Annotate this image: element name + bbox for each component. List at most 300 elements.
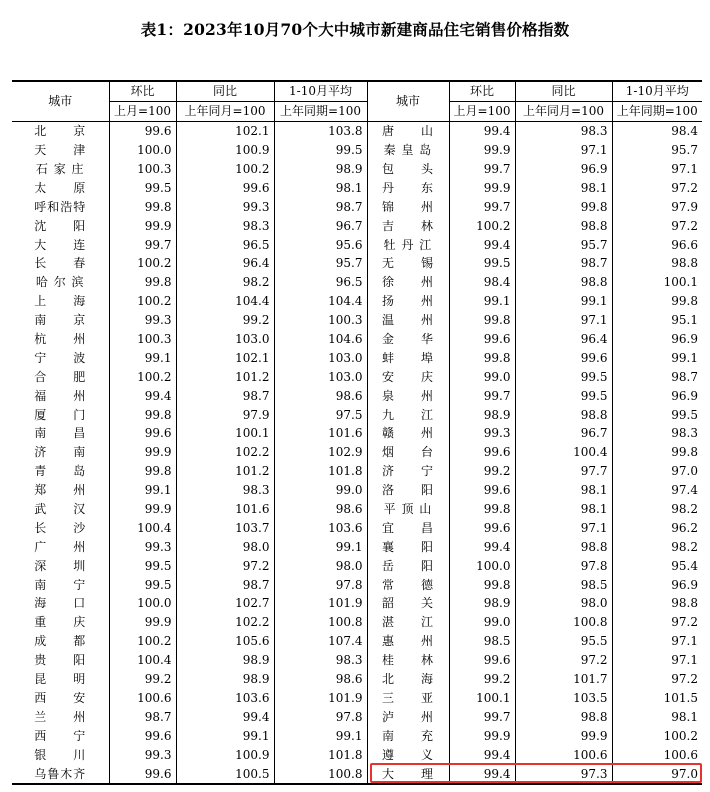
city-cell: 天 津 bbox=[12, 141, 109, 160]
mom-cell: 99.8 bbox=[109, 405, 176, 424]
city-cell: 哈 尔 滨 bbox=[12, 273, 109, 292]
mom-cell: 100.4 bbox=[109, 651, 176, 670]
city-cell: 九 江 bbox=[367, 405, 449, 424]
city-cell: 南 昌 bbox=[12, 424, 109, 443]
header-yoy-base-left: 上年同月=100 bbox=[176, 101, 274, 121]
city-cell: 常 德 bbox=[367, 575, 449, 594]
avg-cell: 96.5 bbox=[274, 273, 367, 292]
header-city-right: 城市 bbox=[367, 81, 449, 121]
mom-cell: 100.2 bbox=[449, 216, 515, 235]
mom-cell: 99.9 bbox=[449, 141, 515, 160]
table-row bbox=[12, 235, 702, 254]
mom-cell: 99.7 bbox=[449, 197, 515, 216]
table-row bbox=[12, 386, 702, 405]
yoy-cell: 95.7 bbox=[515, 235, 612, 254]
city-cell: 洛 阳 bbox=[367, 481, 449, 500]
table-row bbox=[12, 764, 702, 784]
city-cell: 三 亚 bbox=[367, 689, 449, 708]
mom-cell: 99.9 bbox=[109, 613, 176, 632]
avg-cell: 97.0 bbox=[671, 464, 698, 479]
mom-cell: 100.6 bbox=[109, 689, 176, 708]
yoy-cell: 102.2 bbox=[176, 613, 274, 632]
table-row bbox=[12, 367, 702, 386]
mom-cell: 99.8 bbox=[449, 500, 515, 519]
city-cell: 济 南 bbox=[12, 443, 109, 462]
yoy-cell: 98.0 bbox=[176, 537, 274, 556]
city-cell: 大 连 bbox=[12, 235, 109, 254]
yoy-cell: 100.6 bbox=[515, 745, 612, 764]
mom-cell: 99.6 bbox=[109, 121, 176, 140]
avg-cell: 97.1 bbox=[671, 653, 698, 668]
avg-cell: 98.6 bbox=[274, 386, 367, 405]
city-cell: 大 理 bbox=[367, 764, 449, 784]
city-cell: 烟 台 bbox=[367, 443, 449, 462]
yoy-cell: 103.5 bbox=[515, 689, 612, 708]
table-row bbox=[12, 443, 702, 462]
city-cell: 金 华 bbox=[367, 330, 449, 349]
mom-cell: 99.6 bbox=[449, 518, 515, 537]
avg-cell: 100.6 bbox=[663, 747, 698, 762]
yoy-cell: 99.9 bbox=[515, 726, 612, 745]
table-row bbox=[12, 462, 702, 481]
yoy-cell: 104.4 bbox=[176, 292, 274, 311]
city-cell: 厦 门 bbox=[12, 405, 109, 424]
city-cell: 北 海 bbox=[367, 670, 449, 689]
avg-cell: 98.4 bbox=[671, 124, 698, 139]
yoy-cell: 98.5 bbox=[515, 575, 612, 594]
avg-cell: 104.6 bbox=[274, 330, 367, 349]
table-row bbox=[12, 311, 702, 330]
avg-cell: 97.0 bbox=[612, 764, 702, 784]
avg-cell: 101.9 bbox=[274, 594, 367, 613]
yoy-cell: 100.5 bbox=[176, 764, 274, 784]
city-cell: 韶 关 bbox=[367, 594, 449, 613]
yoy-cell: 98.8 bbox=[515, 707, 612, 726]
city-cell: 太 原 bbox=[12, 178, 109, 197]
avg-cell: 96.2 bbox=[671, 520, 698, 535]
yoy-cell: 98.1 bbox=[515, 481, 612, 500]
city-cell: 秦 皇 岛 bbox=[367, 141, 449, 160]
yoy-cell: 97.3 bbox=[515, 764, 612, 784]
yoy-cell: 96.4 bbox=[176, 254, 274, 273]
city-cell: 扬 州 bbox=[367, 292, 449, 311]
table-row bbox=[12, 348, 702, 367]
city-cell: 蚌 埠 bbox=[367, 348, 449, 367]
yoy-cell: 100.9 bbox=[176, 745, 274, 764]
mom-cell: 100.3 bbox=[109, 160, 176, 179]
avg-cell: 101.6 bbox=[274, 424, 367, 443]
yoy-cell: 101.7 bbox=[515, 670, 612, 689]
city-cell: 桂 林 bbox=[367, 651, 449, 670]
table-row bbox=[12, 481, 702, 500]
avg-cell: 97.5 bbox=[274, 405, 367, 424]
yoy-cell: 102.1 bbox=[176, 121, 274, 140]
header-row-top bbox=[12, 81, 702, 101]
table-row bbox=[12, 556, 702, 575]
city-cell: 吉 林 bbox=[367, 216, 449, 235]
table-row bbox=[12, 707, 702, 726]
avg-cell: 101.8 bbox=[274, 745, 367, 764]
mom-cell: 99.8 bbox=[449, 575, 515, 594]
avg-cell: 97.8 bbox=[274, 707, 367, 726]
header-yoy-right: 同比 bbox=[515, 81, 612, 101]
mom-cell: 100.4 bbox=[109, 518, 176, 537]
mom-cell: 99.4 bbox=[449, 235, 515, 254]
city-cell: 上 海 bbox=[12, 292, 109, 311]
city-cell: 牡 丹 江 bbox=[367, 235, 449, 254]
table-row bbox=[12, 575, 702, 594]
yoy-cell: 102.2 bbox=[176, 443, 274, 462]
mom-cell: 99.5 bbox=[449, 254, 515, 273]
yoy-cell: 97.1 bbox=[515, 311, 612, 330]
yoy-cell: 99.1 bbox=[176, 726, 274, 745]
yoy-cell: 103.7 bbox=[176, 518, 274, 537]
mom-cell: 99.0 bbox=[449, 367, 515, 386]
table-row bbox=[12, 500, 702, 519]
yoy-cell: 99.5 bbox=[515, 367, 612, 386]
mom-cell: 99.3 bbox=[109, 745, 176, 764]
avg-cell: 98.6 bbox=[274, 500, 367, 519]
mom-cell: 99.5 bbox=[109, 556, 176, 575]
mom-cell: 99.6 bbox=[449, 651, 515, 670]
avg-cell: 95.1 bbox=[671, 313, 698, 328]
avg-cell: 97.2 bbox=[671, 180, 698, 195]
avg-cell: 98.2 bbox=[671, 502, 698, 517]
yoy-cell: 103.0 bbox=[176, 330, 274, 349]
mom-cell: 98.9 bbox=[449, 405, 515, 424]
avg-cell: 99.1 bbox=[274, 537, 367, 556]
mom-cell: 100.2 bbox=[109, 367, 176, 386]
city-cell: 襄 阳 bbox=[367, 537, 449, 556]
city-cell: 银 川 bbox=[12, 745, 109, 764]
mom-cell: 99.1 bbox=[109, 481, 176, 500]
mom-cell: 99.9 bbox=[109, 443, 176, 462]
mom-cell: 100.2 bbox=[109, 292, 176, 311]
avg-cell: 98.0 bbox=[274, 556, 367, 575]
avg-cell: 98.3 bbox=[671, 426, 698, 441]
city-cell: 西 安 bbox=[12, 689, 109, 708]
avg-cell: 98.3 bbox=[274, 651, 367, 670]
avg-cell: 100.2 bbox=[663, 728, 698, 743]
city-cell: 重 庆 bbox=[12, 613, 109, 632]
avg-cell: 103.0 bbox=[274, 367, 367, 386]
avg-cell: 98.8 bbox=[671, 256, 698, 271]
mom-cell: 99.9 bbox=[109, 500, 176, 519]
header-mom-right: 环比 bbox=[449, 81, 515, 101]
avg-cell: 99.5 bbox=[671, 407, 698, 422]
yoy-cell: 98.8 bbox=[515, 273, 612, 292]
mom-cell: 100.1 bbox=[449, 689, 515, 708]
city-cell: 惠 州 bbox=[367, 632, 449, 651]
avg-cell: 96.6 bbox=[671, 237, 698, 252]
yoy-cell: 96.5 bbox=[176, 235, 274, 254]
avg-cell: 101.5 bbox=[663, 690, 698, 705]
mom-cell: 99.1 bbox=[449, 292, 515, 311]
table-row bbox=[12, 537, 702, 556]
mom-cell: 99.6 bbox=[109, 424, 176, 443]
mom-cell: 99.4 bbox=[449, 745, 515, 764]
city-cell: 唐 山 bbox=[367, 121, 449, 140]
table-row bbox=[12, 689, 702, 708]
table-row bbox=[12, 651, 702, 670]
city-cell: 武 汉 bbox=[12, 500, 109, 519]
avg-cell: 97.2 bbox=[671, 218, 698, 233]
avg-cell: 98.7 bbox=[274, 197, 367, 216]
city-cell: 兰 州 bbox=[12, 707, 109, 726]
avg-cell: 97.2 bbox=[671, 615, 698, 630]
yoy-cell: 98.7 bbox=[176, 575, 274, 594]
city-cell: 贵 阳 bbox=[12, 651, 109, 670]
city-cell: 丹 东 bbox=[367, 178, 449, 197]
mom-cell: 100.2 bbox=[109, 254, 176, 273]
avg-cell: 98.1 bbox=[671, 709, 698, 724]
yoy-cell: 99.1 bbox=[515, 292, 612, 311]
table-row bbox=[12, 160, 702, 179]
yoy-cell: 100.9 bbox=[176, 141, 274, 160]
yoy-cell: 98.0 bbox=[515, 594, 612, 613]
avg-cell: 95.6 bbox=[274, 235, 367, 254]
mom-cell: 99.2 bbox=[449, 670, 515, 689]
table-row bbox=[12, 424, 702, 443]
table-row bbox=[12, 594, 702, 613]
table-row bbox=[12, 726, 702, 745]
mom-cell: 99.8 bbox=[449, 311, 515, 330]
mom-cell: 99.6 bbox=[449, 443, 515, 462]
header-yoy-base-right: 上年同月=100 bbox=[515, 101, 612, 121]
yoy-cell: 97.1 bbox=[515, 518, 612, 537]
table-row bbox=[12, 632, 702, 651]
city-cell: 石 家 庄 bbox=[12, 160, 109, 179]
avg-cell: 103.0 bbox=[274, 348, 367, 367]
city-cell: 锦 州 bbox=[367, 197, 449, 216]
yoy-cell: 99.6 bbox=[515, 348, 612, 367]
yoy-cell: 102.1 bbox=[176, 348, 274, 367]
table-row bbox=[12, 292, 702, 311]
mom-cell: 99.0 bbox=[449, 613, 515, 632]
city-cell: 合 肥 bbox=[12, 367, 109, 386]
yoy-cell: 96.7 bbox=[515, 424, 612, 443]
city-cell: 广 州 bbox=[12, 537, 109, 556]
mom-cell: 99.4 bbox=[449, 537, 515, 556]
mom-cell: 98.7 bbox=[109, 707, 176, 726]
table-row bbox=[12, 330, 702, 349]
yoy-cell: 99.8 bbox=[515, 197, 612, 216]
city-cell: 沈 阳 bbox=[12, 216, 109, 235]
header-row-base bbox=[12, 101, 702, 121]
mom-cell: 99.1 bbox=[109, 348, 176, 367]
header-avg-base-left: 上年同期=100 bbox=[274, 101, 367, 121]
yoy-cell: 100.8 bbox=[515, 613, 612, 632]
mom-cell: 99.3 bbox=[109, 311, 176, 330]
mom-cell: 99.3 bbox=[109, 537, 176, 556]
mom-cell: 99.6 bbox=[449, 481, 515, 500]
table-row bbox=[12, 273, 702, 292]
city-cell: 乌鲁木齐 bbox=[12, 764, 109, 784]
yoy-cell: 101.2 bbox=[176, 367, 274, 386]
yoy-cell: 103.6 bbox=[176, 689, 274, 708]
mom-cell: 100.3 bbox=[109, 330, 176, 349]
yoy-cell: 97.1 bbox=[515, 141, 612, 160]
price-index-table bbox=[12, 80, 702, 785]
city-cell: 青 岛 bbox=[12, 462, 109, 481]
city-cell: 南 宁 bbox=[12, 575, 109, 594]
table-row bbox=[12, 670, 702, 689]
yoy-cell: 101.2 bbox=[176, 462, 274, 481]
avg-cell: 98.2 bbox=[671, 539, 698, 554]
table-row bbox=[12, 745, 702, 764]
mom-cell: 98.9 bbox=[449, 594, 515, 613]
city-cell: 无 锡 bbox=[367, 254, 449, 273]
yoy-cell: 98.9 bbox=[176, 670, 274, 689]
yoy-cell: 97.7 bbox=[515, 462, 612, 481]
mom-cell: 99.7 bbox=[449, 386, 515, 405]
avg-cell: 98.9 bbox=[274, 160, 367, 179]
yoy-cell: 98.8 bbox=[515, 216, 612, 235]
city-cell: 长 沙 bbox=[12, 518, 109, 537]
city-cell: 深 圳 bbox=[12, 556, 109, 575]
city-cell: 郑 州 bbox=[12, 481, 109, 500]
mom-cell: 99.7 bbox=[449, 707, 515, 726]
mom-cell: 99.5 bbox=[109, 575, 176, 594]
avg-cell: 100.1 bbox=[663, 275, 698, 290]
city-cell: 北 京 bbox=[12, 121, 109, 140]
city-cell: 西 宁 bbox=[12, 726, 109, 745]
avg-cell: 95.7 bbox=[274, 254, 367, 273]
mom-cell: 100.0 bbox=[109, 594, 176, 613]
avg-cell: 96.9 bbox=[671, 577, 698, 592]
mom-cell: 99.2 bbox=[449, 462, 515, 481]
yoy-cell: 105.6 bbox=[176, 632, 274, 651]
header-city-left: 城市 bbox=[12, 81, 109, 121]
yoy-cell: 97.2 bbox=[515, 651, 612, 670]
city-cell: 昆 明 bbox=[12, 670, 109, 689]
header-avg-right: 1-10月平均 bbox=[612, 81, 702, 101]
mom-cell: 99.8 bbox=[449, 348, 515, 367]
city-cell: 呼和浩特 bbox=[12, 197, 109, 216]
yoy-cell: 98.8 bbox=[515, 405, 612, 424]
avg-cell: 104.4 bbox=[274, 292, 367, 311]
yoy-cell: 98.8 bbox=[515, 537, 612, 556]
table-row bbox=[12, 178, 702, 197]
city-cell: 徐 州 bbox=[367, 273, 449, 292]
table-row bbox=[12, 141, 702, 160]
city-cell: 赣 州 bbox=[367, 424, 449, 443]
header-mom-left: 环比 bbox=[109, 81, 176, 101]
avg-cell: 96.7 bbox=[274, 216, 367, 235]
yoy-cell: 99.2 bbox=[176, 311, 274, 330]
yoy-cell: 100.2 bbox=[176, 160, 274, 179]
yoy-cell: 97.9 bbox=[176, 405, 274, 424]
mom-cell: 99.2 bbox=[109, 670, 176, 689]
avg-cell: 102.9 bbox=[274, 443, 367, 462]
avg-cell: 99.5 bbox=[274, 141, 367, 160]
avg-cell: 101.8 bbox=[274, 462, 367, 481]
yoy-cell: 96.9 bbox=[515, 160, 612, 179]
city-cell: 湛 江 bbox=[367, 613, 449, 632]
avg-cell: 99.1 bbox=[671, 350, 698, 365]
avg-cell: 97.9 bbox=[671, 199, 698, 214]
avg-cell: 97.8 bbox=[274, 575, 367, 594]
avg-cell: 107.4 bbox=[274, 632, 367, 651]
yoy-cell: 98.7 bbox=[515, 254, 612, 273]
avg-cell: 96.9 bbox=[671, 332, 698, 347]
avg-cell: 98.1 bbox=[274, 178, 367, 197]
avg-cell: 97.2 bbox=[671, 672, 698, 687]
header-mom-base-left: 上月=100 bbox=[109, 101, 176, 121]
city-cell: 安 庆 bbox=[367, 367, 449, 386]
table-row bbox=[12, 216, 702, 235]
table-title: 表1：2023年10月70个大中城市新建商品住宅销售价格指数 bbox=[140, 20, 570, 39]
mom-cell: 98.5 bbox=[449, 632, 515, 651]
mom-cell: 98.4 bbox=[449, 273, 515, 292]
table-row bbox=[12, 197, 702, 216]
city-cell: 遵 义 bbox=[367, 745, 449, 764]
city-cell: 泉 州 bbox=[367, 386, 449, 405]
yoy-cell: 99.6 bbox=[176, 178, 274, 197]
avg-cell: 97.1 bbox=[671, 162, 698, 176]
avg-cell: 99.8 bbox=[671, 445, 698, 460]
header-avg-base-right: 上年同期=100 bbox=[612, 101, 702, 121]
avg-cell: 96.9 bbox=[671, 388, 698, 403]
mom-cell: 99.4 bbox=[109, 386, 176, 405]
yoy-cell: 97.8 bbox=[515, 556, 612, 575]
avg-cell: 99.1 bbox=[274, 726, 367, 745]
mom-cell: 99.4 bbox=[449, 764, 515, 784]
mom-cell: 99.8 bbox=[109, 197, 176, 216]
city-cell: 宜 昌 bbox=[367, 518, 449, 537]
yoy-cell: 98.3 bbox=[515, 121, 612, 140]
city-cell: 海 口 bbox=[12, 594, 109, 613]
yoy-cell: 99.5 bbox=[515, 386, 612, 405]
yoy-cell: 98.9 bbox=[176, 651, 274, 670]
yoy-cell: 101.6 bbox=[176, 500, 274, 519]
avg-cell: 97.1 bbox=[671, 634, 698, 649]
mom-cell: 99.8 bbox=[109, 273, 176, 292]
table-row bbox=[12, 254, 702, 273]
avg-cell: 98.7 bbox=[671, 369, 698, 384]
header-mom-base-right: 上月=100 bbox=[449, 101, 515, 121]
mom-cell: 100.2 bbox=[109, 632, 176, 651]
avg-cell: 98.6 bbox=[274, 670, 367, 689]
mom-cell: 99.9 bbox=[449, 178, 515, 197]
yoy-cell: 99.3 bbox=[176, 197, 274, 216]
avg-cell: 97.4 bbox=[671, 483, 698, 498]
yoy-cell: 98.7 bbox=[176, 386, 274, 405]
yoy-cell: 102.7 bbox=[176, 594, 274, 613]
mom-cell: 99.7 bbox=[109, 235, 176, 254]
avg-cell: 98.8 bbox=[671, 596, 698, 611]
yoy-cell: 98.3 bbox=[176, 481, 274, 500]
yoy-cell: 98.1 bbox=[515, 178, 612, 197]
mom-cell: 99.3 bbox=[449, 424, 515, 443]
avg-cell: 99.0 bbox=[274, 481, 367, 500]
table-row bbox=[12, 518, 702, 537]
mom-cell: 99.9 bbox=[449, 726, 515, 745]
avg-cell: 95.4 bbox=[671, 558, 698, 573]
city-cell: 温 州 bbox=[367, 311, 449, 330]
yoy-cell: 100.1 bbox=[176, 424, 274, 443]
city-cell: 南 京 bbox=[12, 311, 109, 330]
city-cell: 济 宁 bbox=[367, 462, 449, 481]
city-cell: 包 头 bbox=[367, 160, 449, 179]
city-cell: 泸 州 bbox=[367, 707, 449, 726]
mom-cell: 99.6 bbox=[449, 330, 515, 349]
mom-cell: 99.6 bbox=[109, 764, 176, 784]
table-row bbox=[12, 121, 702, 140]
header-yoy-left: 同比 bbox=[176, 81, 274, 101]
mom-cell: 99.9 bbox=[109, 216, 176, 235]
city-cell: 南 充 bbox=[367, 726, 449, 745]
